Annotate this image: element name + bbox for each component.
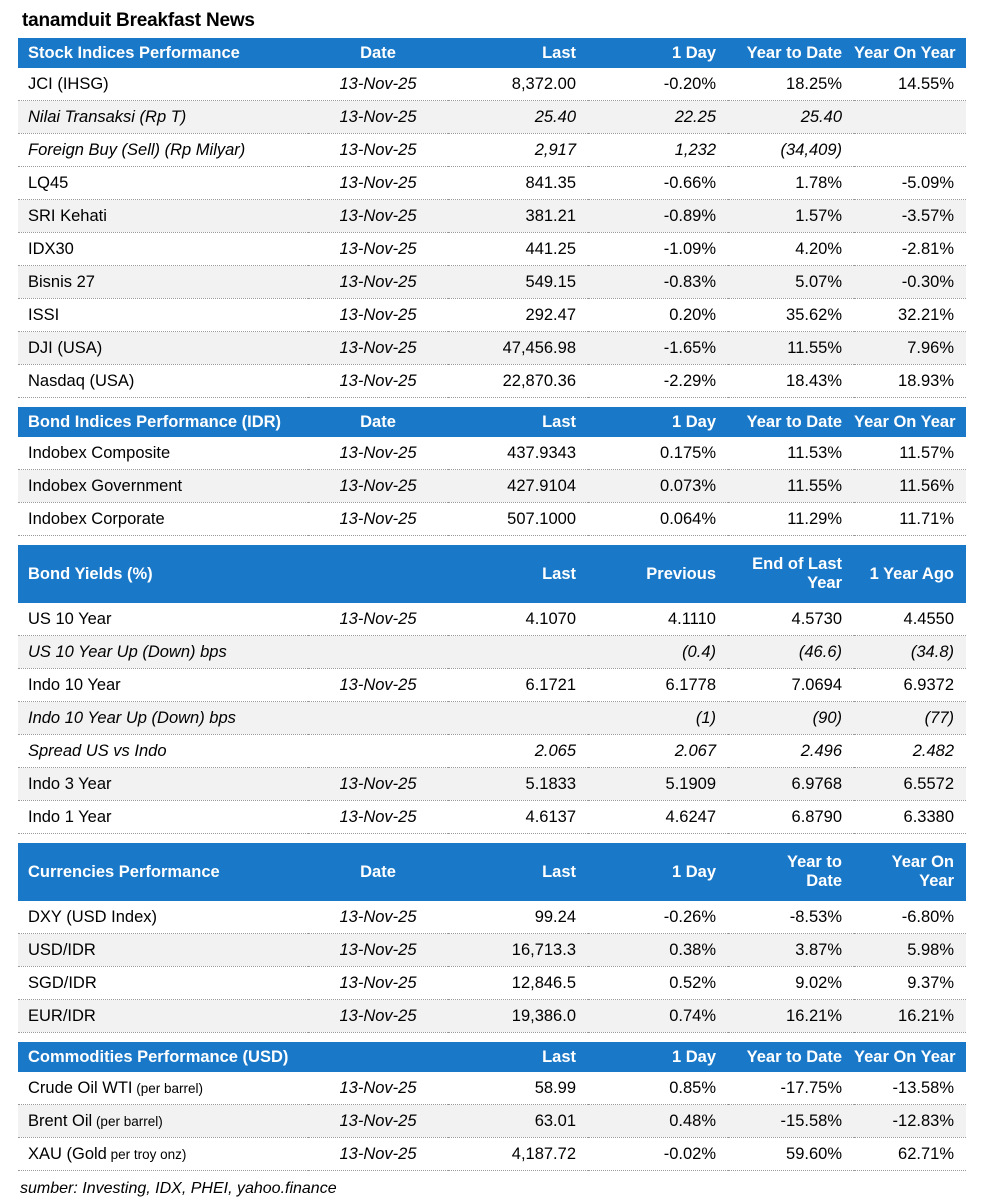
row-one-year-ago: 6.3380 bbox=[854, 801, 966, 834]
row-yoy: 62.71% bbox=[854, 1138, 966, 1171]
row-end-last-year: (90) bbox=[728, 702, 854, 735]
source-note: sumber: Investing, IDX, PHEI, yahoo.finance bbox=[20, 1180, 337, 1197]
row-label: JCI (IHSG) bbox=[18, 68, 308, 101]
row-label: SRI Kehati bbox=[18, 200, 308, 233]
row-label: DJI (USA) bbox=[18, 332, 308, 365]
row-1day: -0.89% bbox=[588, 200, 728, 233]
row-end-last-year: 6.8790 bbox=[728, 801, 854, 834]
row-ytd: 18.43% bbox=[728, 365, 854, 398]
row-yoy: 11.57% bbox=[854, 437, 966, 470]
stock-indices-header-date: Date bbox=[308, 38, 448, 68]
row-yoy: -13.58% bbox=[854, 1072, 966, 1105]
bond-yields-header-name: Bond Yields (%) bbox=[18, 545, 308, 603]
row-last: 58.99 bbox=[448, 1072, 588, 1105]
row-last: 292.47 bbox=[448, 299, 588, 332]
stock-indices-header-last: Last bbox=[448, 38, 588, 68]
yoy-line2: Year bbox=[919, 872, 954, 890]
currencies-header-last: Last bbox=[448, 843, 588, 901]
row-label: Indo 10 Year bbox=[18, 669, 308, 702]
table-row bbox=[18, 470, 966, 503]
row-date: 13-Nov-25 bbox=[308, 134, 448, 167]
row-1day: -1.65% bbox=[588, 332, 728, 365]
row-label: Nilai Transaksi (Rp T) bbox=[18, 101, 308, 134]
commodities-header-yoy: Year On Year bbox=[854, 1042, 966, 1072]
row-label: DXY (USD Index) bbox=[18, 901, 308, 934]
table-row bbox=[18, 1000, 966, 1033]
row-ytd: 11.53% bbox=[728, 437, 854, 470]
row-ytd: 3.87% bbox=[728, 934, 854, 967]
stock-indices-header-ytd: Year to Date bbox=[728, 38, 854, 68]
row-last: 4.1070 bbox=[448, 603, 588, 636]
table-row bbox=[18, 233, 966, 266]
row-last: 25.40 bbox=[448, 101, 588, 134]
bond-yields-header-date bbox=[308, 545, 448, 603]
table-row bbox=[18, 934, 966, 967]
row-label: USD/IDR bbox=[18, 934, 308, 967]
row-date bbox=[308, 636, 448, 669]
row-last: 63.01 bbox=[448, 1105, 588, 1138]
row-ytd: 11.55% bbox=[728, 470, 854, 503]
end-last-year-line1: End of Last bbox=[752, 555, 842, 573]
table-row bbox=[18, 299, 966, 332]
row-1day: 0.38% bbox=[588, 934, 728, 967]
row-date: 13-Nov-25 bbox=[308, 967, 448, 1000]
table-row bbox=[18, 167, 966, 200]
row-last: 2,917 bbox=[448, 134, 588, 167]
stock-indices-header-1day: 1 Day bbox=[588, 38, 728, 68]
ytd-line1: Year to bbox=[786, 853, 842, 871]
bond-yields-header-row bbox=[18, 545, 966, 603]
row-1day: 0.064% bbox=[588, 503, 728, 536]
row-ytd: 5.07% bbox=[728, 266, 854, 299]
row-last: 8,372.00 bbox=[448, 68, 588, 101]
row-date: 13-Nov-25 bbox=[308, 934, 448, 967]
row-label: US 10 Year Up (Down) bps bbox=[18, 636, 308, 669]
row-last: 381.21 bbox=[448, 200, 588, 233]
row-date: 13-Nov-25 bbox=[308, 901, 448, 934]
row-yoy: -3.57% bbox=[854, 200, 966, 233]
currencies-header-row bbox=[18, 843, 966, 901]
row-date: 13-Nov-25 bbox=[308, 1000, 448, 1033]
row-date: 13-Nov-25 bbox=[308, 603, 448, 636]
row-yoy bbox=[854, 101, 966, 134]
row-yoy: 14.55% bbox=[854, 68, 966, 101]
row-1day: -0.26% bbox=[588, 901, 728, 934]
commodities-header-last: Last bbox=[448, 1042, 588, 1072]
row-date: 13-Nov-25 bbox=[308, 768, 448, 801]
row-1day: 0.175% bbox=[588, 437, 728, 470]
row-label: Bisnis 27 bbox=[18, 266, 308, 299]
row-label: Indobex Government bbox=[18, 470, 308, 503]
row-yoy: -12.83% bbox=[854, 1105, 966, 1138]
row-label: IDX30 bbox=[18, 233, 308, 266]
row-ytd: 1.57% bbox=[728, 200, 854, 233]
bond-yields-header-previous: Previous bbox=[588, 545, 728, 603]
row-yoy: 11.71% bbox=[854, 503, 966, 536]
table-row bbox=[18, 702, 966, 735]
row-ytd: 11.55% bbox=[728, 332, 854, 365]
row-date: 13-Nov-25 bbox=[308, 1072, 448, 1105]
table-row bbox=[18, 801, 966, 834]
row-ytd: -8.53% bbox=[728, 901, 854, 934]
row-1day: -0.83% bbox=[588, 266, 728, 299]
row-previous: (0.4) bbox=[588, 636, 728, 669]
table-row bbox=[18, 1105, 966, 1138]
row-date: 13-Nov-25 bbox=[308, 470, 448, 503]
row-date: 13-Nov-25 bbox=[308, 669, 448, 702]
row-yoy: 11.56% bbox=[854, 470, 966, 503]
table-row bbox=[18, 365, 966, 398]
row-last: 6.1721 bbox=[448, 669, 588, 702]
table-row bbox=[18, 332, 966, 365]
row-yoy: 7.96% bbox=[854, 332, 966, 365]
row-ytd: 9.02% bbox=[728, 967, 854, 1000]
row-ytd: 25.40 bbox=[728, 101, 854, 134]
currencies-header-yoy bbox=[854, 843, 966, 901]
bond-yields-header-end-last-year bbox=[728, 545, 854, 603]
row-1day: 0.85% bbox=[588, 1072, 728, 1105]
row-previous: 4.6247 bbox=[588, 801, 728, 834]
row-last: 16,713.3 bbox=[448, 934, 588, 967]
row-label: Indobex Composite bbox=[18, 437, 308, 470]
row-1day: 0.073% bbox=[588, 470, 728, 503]
row-last: 441.25 bbox=[448, 233, 588, 266]
row-ytd: 16.21% bbox=[728, 1000, 854, 1033]
row-date: 13-Nov-25 bbox=[308, 68, 448, 101]
row-one-year-ago: 2.482 bbox=[854, 735, 966, 768]
currencies-header-name: Currencies Performance bbox=[18, 843, 308, 901]
end-last-year-line2: Year bbox=[807, 574, 842, 592]
row-ytd: 18.25% bbox=[728, 68, 854, 101]
row-last: 2.065 bbox=[448, 735, 588, 768]
table-row bbox=[18, 68, 966, 101]
row-1day: -0.20% bbox=[588, 68, 728, 101]
currencies-header-date: Date bbox=[308, 843, 448, 901]
row-last: 841.35 bbox=[448, 167, 588, 200]
row-date: 13-Nov-25 bbox=[308, 801, 448, 834]
row-last: 507.1000 bbox=[448, 503, 588, 536]
row-previous: 4.1110 bbox=[588, 603, 728, 636]
row-ytd: -17.75% bbox=[728, 1072, 854, 1105]
bond-indices-header-row bbox=[18, 407, 966, 437]
table-row bbox=[18, 603, 966, 636]
yoy-line1: Year On bbox=[891, 853, 954, 871]
table-row bbox=[18, 768, 966, 801]
row-label-main: Brent Oil bbox=[28, 1111, 93, 1130]
row-end-last-year: 7.0694 bbox=[728, 669, 854, 702]
row-yoy: -2.81% bbox=[854, 233, 966, 266]
bond-indices-header-ytd: Year to Date bbox=[728, 407, 854, 437]
row-1day: 0.48% bbox=[588, 1105, 728, 1138]
row-date: 13-Nov-25 bbox=[308, 266, 448, 299]
row-label: Indo 1 Year bbox=[18, 801, 308, 834]
row-end-last-year: (46.6) bbox=[728, 636, 854, 669]
row-date: 13-Nov-25 bbox=[308, 365, 448, 398]
row-label: ISSI bbox=[18, 299, 308, 332]
bond-indices-header-last: Last bbox=[448, 407, 588, 437]
commodities-header-row bbox=[18, 1042, 966, 1072]
row-date: 13-Nov-25 bbox=[308, 101, 448, 134]
row-yoy: 18.93% bbox=[854, 365, 966, 398]
row-previous: 2.067 bbox=[588, 735, 728, 768]
bond-yields-header-last: Last bbox=[448, 545, 588, 603]
stock-indices-header-row bbox=[18, 38, 966, 68]
row-one-year-ago: 4.4550 bbox=[854, 603, 966, 636]
bond-yields-header-one-year-ago: 1 Year Ago bbox=[854, 545, 966, 603]
row-label: Indo 10 Year Up (Down) bps bbox=[18, 702, 308, 735]
row-1day: 0.74% bbox=[588, 1000, 728, 1033]
row-last: 19,386.0 bbox=[448, 1000, 588, 1033]
row-1day: 1,232 bbox=[588, 134, 728, 167]
table-row bbox=[18, 901, 966, 934]
row-label bbox=[18, 1072, 308, 1105]
table-row bbox=[18, 503, 966, 536]
row-one-year-ago: 6.5572 bbox=[854, 768, 966, 801]
row-1day: -2.29% bbox=[588, 365, 728, 398]
stock-indices-header-yoy: Year On Year bbox=[854, 38, 966, 68]
row-end-last-year: 4.5730 bbox=[728, 603, 854, 636]
row-label-main: XAU (Gold bbox=[28, 1144, 107, 1163]
row-label-unit: (per barrel) bbox=[132, 1080, 204, 1096]
currencies-header-ytd bbox=[728, 843, 854, 901]
row-one-year-ago: (34.8) bbox=[854, 636, 966, 669]
row-one-year-ago: 6.9372 bbox=[854, 669, 966, 702]
row-last: 549.15 bbox=[448, 266, 588, 299]
row-end-last-year: 2.496 bbox=[728, 735, 854, 768]
commodities-header-name: Commodities Performance (USD) bbox=[18, 1042, 308, 1072]
row-last: 12,846.5 bbox=[448, 967, 588, 1000]
row-date bbox=[308, 735, 448, 768]
row-last bbox=[448, 636, 588, 669]
row-1day: 0.20% bbox=[588, 299, 728, 332]
row-1day: 22.25 bbox=[588, 101, 728, 134]
row-1day: -0.02% bbox=[588, 1138, 728, 1171]
row-yoy: 16.21% bbox=[854, 1000, 966, 1033]
row-yoy: -0.30% bbox=[854, 266, 966, 299]
bond-indices-header-name: Bond Indices Performance (IDR) bbox=[18, 407, 308, 437]
row-yoy: -5.09% bbox=[854, 167, 966, 200]
bond-indices-header-yoy: Year On Year bbox=[854, 407, 966, 437]
row-ytd: 1.78% bbox=[728, 167, 854, 200]
commodities-header-ytd: Year to Date bbox=[728, 1042, 854, 1072]
row-yoy: 5.98% bbox=[854, 934, 966, 967]
row-date: 13-Nov-25 bbox=[308, 437, 448, 470]
row-date bbox=[308, 702, 448, 735]
row-date: 13-Nov-25 bbox=[308, 332, 448, 365]
table-row bbox=[18, 967, 966, 1000]
row-label-main: Crude Oil WTI bbox=[28, 1078, 133, 1097]
row-1day: -1.09% bbox=[588, 233, 728, 266]
row-label: EUR/IDR bbox=[18, 1000, 308, 1033]
row-last: 99.24 bbox=[448, 901, 588, 934]
row-ytd: -15.58% bbox=[728, 1105, 854, 1138]
row-last: 4.6137 bbox=[448, 801, 588, 834]
stock-indices-table bbox=[18, 38, 966, 1171]
row-label: Indo 3 Year bbox=[18, 768, 308, 801]
table-row bbox=[18, 266, 966, 299]
table-row bbox=[18, 735, 966, 768]
row-yoy: 9.37% bbox=[854, 967, 966, 1000]
row-date: 13-Nov-25 bbox=[308, 167, 448, 200]
row-date: 13-Nov-25 bbox=[308, 1138, 448, 1171]
row-date: 13-Nov-25 bbox=[308, 503, 448, 536]
table-row bbox=[18, 1072, 966, 1105]
table-row bbox=[18, 1138, 966, 1171]
ytd-line2: Date bbox=[806, 872, 842, 890]
row-date: 13-Nov-25 bbox=[308, 299, 448, 332]
table-row bbox=[18, 101, 966, 134]
bond-indices-header-date: Date bbox=[308, 407, 448, 437]
row-one-year-ago: (77) bbox=[854, 702, 966, 735]
row-yoy: -6.80% bbox=[854, 901, 966, 934]
bond-indices-header-1day: 1 Day bbox=[588, 407, 728, 437]
row-date: 13-Nov-25 bbox=[308, 1105, 448, 1138]
row-end-last-year: 6.9768 bbox=[728, 768, 854, 801]
row-label: Indobex Corporate bbox=[18, 503, 308, 536]
row-last: 22,870.36 bbox=[448, 365, 588, 398]
row-last: 47,456.98 bbox=[448, 332, 588, 365]
row-ytd: 59.60% bbox=[728, 1138, 854, 1171]
row-label: Nasdaq (USA) bbox=[18, 365, 308, 398]
row-label: Foreign Buy (Sell) (Rp Milyar) bbox=[18, 134, 308, 167]
row-last: 437.9343 bbox=[448, 437, 588, 470]
row-label bbox=[18, 1138, 308, 1171]
row-ytd: (34,409) bbox=[728, 134, 854, 167]
stock-indices-header-name: Stock Indices Performance bbox=[18, 38, 308, 68]
row-label-unit: per troy onz) bbox=[106, 1146, 187, 1162]
row-last: 4,187.72 bbox=[448, 1138, 588, 1171]
row-yoy: 32.21% bbox=[854, 299, 966, 332]
row-label bbox=[18, 1105, 308, 1138]
table-row bbox=[18, 134, 966, 167]
row-label-unit: (per barrel) bbox=[92, 1113, 163, 1129]
commodities-header-1day: 1 Day bbox=[588, 1042, 728, 1072]
row-label: SGD/IDR bbox=[18, 967, 308, 1000]
row-last: 5.1833 bbox=[448, 768, 588, 801]
row-ytd: 11.29% bbox=[728, 503, 854, 536]
row-1day: 0.52% bbox=[588, 967, 728, 1000]
page-title: tanamduit Breakfast News bbox=[22, 10, 255, 31]
row-label: US 10 Year bbox=[18, 603, 308, 636]
row-last: 427.9104 bbox=[448, 470, 588, 503]
row-ytd: 35.62% bbox=[728, 299, 854, 332]
row-label: Spread US vs Indo bbox=[18, 735, 308, 768]
row-previous: (1) bbox=[588, 702, 728, 735]
table-row bbox=[18, 437, 966, 470]
row-date: 13-Nov-25 bbox=[308, 233, 448, 266]
row-label: LQ45 bbox=[18, 167, 308, 200]
row-1day: -0.66% bbox=[588, 167, 728, 200]
row-ytd: 4.20% bbox=[728, 233, 854, 266]
currencies-header-1day: 1 Day bbox=[588, 843, 728, 901]
table-row bbox=[18, 200, 966, 233]
row-date: 13-Nov-25 bbox=[308, 200, 448, 233]
row-previous: 6.1778 bbox=[588, 669, 728, 702]
table-row bbox=[18, 636, 966, 669]
table-row bbox=[18, 669, 966, 702]
commodities-header-date bbox=[308, 1042, 448, 1072]
row-yoy bbox=[854, 134, 966, 167]
row-previous: 5.1909 bbox=[588, 768, 728, 801]
row-last bbox=[448, 702, 588, 735]
